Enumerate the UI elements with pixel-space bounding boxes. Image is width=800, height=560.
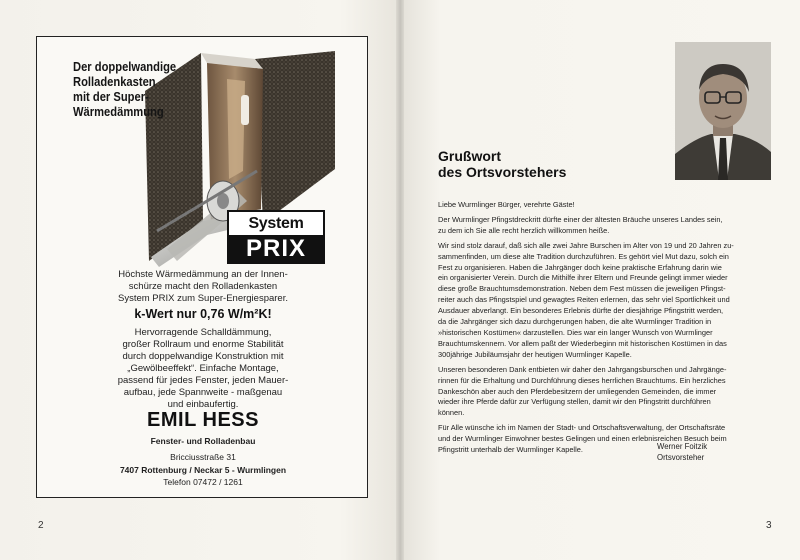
text-line: Pfingstritt unterhalb der Wurmlinger Kapelle. xyxy=(438,445,583,455)
text-line: und der Wurmlinger Einwohner bestes Gelingen und einen erlebnisreichen Besuch beim xyxy=(438,434,727,444)
text-line: 300jährige Jubiläumsjahr der heutigen Wurmlinger Kapelle. xyxy=(438,349,632,359)
title-line: des Ortsvorstehers xyxy=(438,164,567,180)
k-value-claim: k-Wert nur 0,76 W/m²K! xyxy=(134,307,272,321)
advertisement xyxy=(36,36,368,498)
signature-block xyxy=(657,441,707,463)
intro-line: System PRIX zum Super-Energiesparer. xyxy=(117,293,288,304)
text-line: Dankeschön aber auch den Pferdebesitzern der umliegenden Gemeinden, die immer xyxy=(438,386,717,396)
feature-line: „Gewölbeeffekt“. Einfache Montage, xyxy=(127,363,279,374)
headline-line: Wärmedämmung xyxy=(73,104,164,119)
text-line: Ausdauer abverlangt. Ein besonderes Erlebnis dürfte der diesjährige Pfingstritt werden, xyxy=(438,306,724,316)
headline-line: mit der Super- xyxy=(73,89,149,104)
address-street: Bricciusstraße 31 xyxy=(170,452,236,462)
text-line: Der Wurmlinger Pfingstdreckritt dürfte einer der ältesten Bräuche unseres Landes sein, xyxy=(438,214,723,224)
signature-role: Ortsvorsteher xyxy=(657,453,705,462)
system-prix-logo xyxy=(227,210,325,264)
logo-system-text: System xyxy=(248,215,304,232)
address-city: 7407 Rottenburg / Neckar 5 - Wurmlingen xyxy=(119,464,287,475)
ad-headline xyxy=(73,59,193,119)
page-number-left: 2 xyxy=(38,520,44,531)
text-line: »historischen Kostümen« darzustellen. Dies war ein langer Wunsch von Wurmlinger xyxy=(438,327,713,337)
right-page xyxy=(400,0,800,560)
company-name: EMIL HESS xyxy=(147,409,259,431)
address-phone: Telefon 07472 / 1261 xyxy=(163,477,243,487)
portrait-photo xyxy=(675,42,771,180)
ad-intro xyxy=(45,269,361,305)
portrait-illustration xyxy=(675,42,771,180)
company-address xyxy=(45,451,361,489)
feature-line: und einbaufertig. xyxy=(167,399,239,410)
headline-line: Rolladenkasten xyxy=(73,74,156,89)
feature-line: Hervorragende Schalldämmung, xyxy=(134,327,272,338)
text-line: da die Jahrgänger sich dazu durchgerungen haben, die alte Wurmlinger Tradition in xyxy=(438,317,712,327)
feature-line: großer Rollraum und enorme Stabilität xyxy=(122,339,284,350)
company-subtitle: Fenster- und Rolladenbau xyxy=(150,436,256,446)
text-line: ein organisierter Verein. Durch die Mithilfe ihrer Eltern und Freunde gelingt immer wieder xyxy=(438,273,728,283)
text-line: wieder ihre Pferde dafür zur Verfügung stellen, damit wir den Pfingstritt durchführen xyxy=(438,397,711,407)
page-title xyxy=(438,148,668,180)
feature-line: passend für jedes Fenster, jeden Mauer- xyxy=(117,375,289,386)
text-line: Fest zu organisieren. Haben die Jahrgänger doch keine praktische Erfahrung darin wie xyxy=(438,262,722,272)
text-line: zu dem ich Sie alle recht herzlich willkommen heiße. xyxy=(438,225,610,235)
text-line: können. xyxy=(438,408,465,418)
feature-line: aufbau, jede Spannweite - maßgenau xyxy=(123,387,283,398)
title-line: Grußwort xyxy=(438,148,501,164)
text-line: Brauchtumskennern. Vor allem paßt der Wiederbeginn mit historischen Kostümen in das xyxy=(438,338,727,348)
feature-line: durch doppelwandige Konstruktion mit xyxy=(122,351,284,362)
ad-features xyxy=(45,327,361,411)
signature-name: Werner Foitzik xyxy=(657,442,708,451)
text-line: rinnen für die Erhaltung und Durchführung dieses herrlichen Brauchtums. Ein herzliches xyxy=(438,375,726,385)
greeting-text xyxy=(438,200,778,456)
text-line: Wir sind stolz darauf, daß sich alle zwei Jahre Burschen im Alter von 19 und 20 Jahren zu- xyxy=(438,240,734,250)
text-line: Liebe Wurmlinger Bürger, verehrte Gäste! xyxy=(438,200,575,209)
book-gutter xyxy=(396,0,404,560)
text-line: sammenfinden, um diese alte Tradition durchzuführen. Es gehört viel Mut dazu, solch ein xyxy=(438,251,729,261)
text-line: diese große Brauchtumsdemonstration. Neben dem Fest müssen die jeweiligen Pfingst- xyxy=(438,284,726,294)
text-line: reiter auch das Pfingstspiel und gewagtes Reiten erlernen, das sehr viel Sportlichkeit und xyxy=(438,295,730,305)
logo-prix-text: PRIX xyxy=(229,235,323,262)
intro-line: schürze macht den Rolladenkasten xyxy=(128,281,278,292)
text-line: Unseren besonderen Dank entbieten wir daher den Jahrgangsburschen und Jahrgänge- xyxy=(438,364,727,374)
page-number-right: 3 xyxy=(766,520,772,531)
text-line: Für Alle wünsche ich im Namen der Stadt- und Ortschaftsverwaltung, der Ortschaftsräte xyxy=(438,423,726,433)
intro-line: Höchste Wärmedämmung an der Innen- xyxy=(118,269,288,280)
headline-line: Der doppelwandige xyxy=(73,59,177,74)
